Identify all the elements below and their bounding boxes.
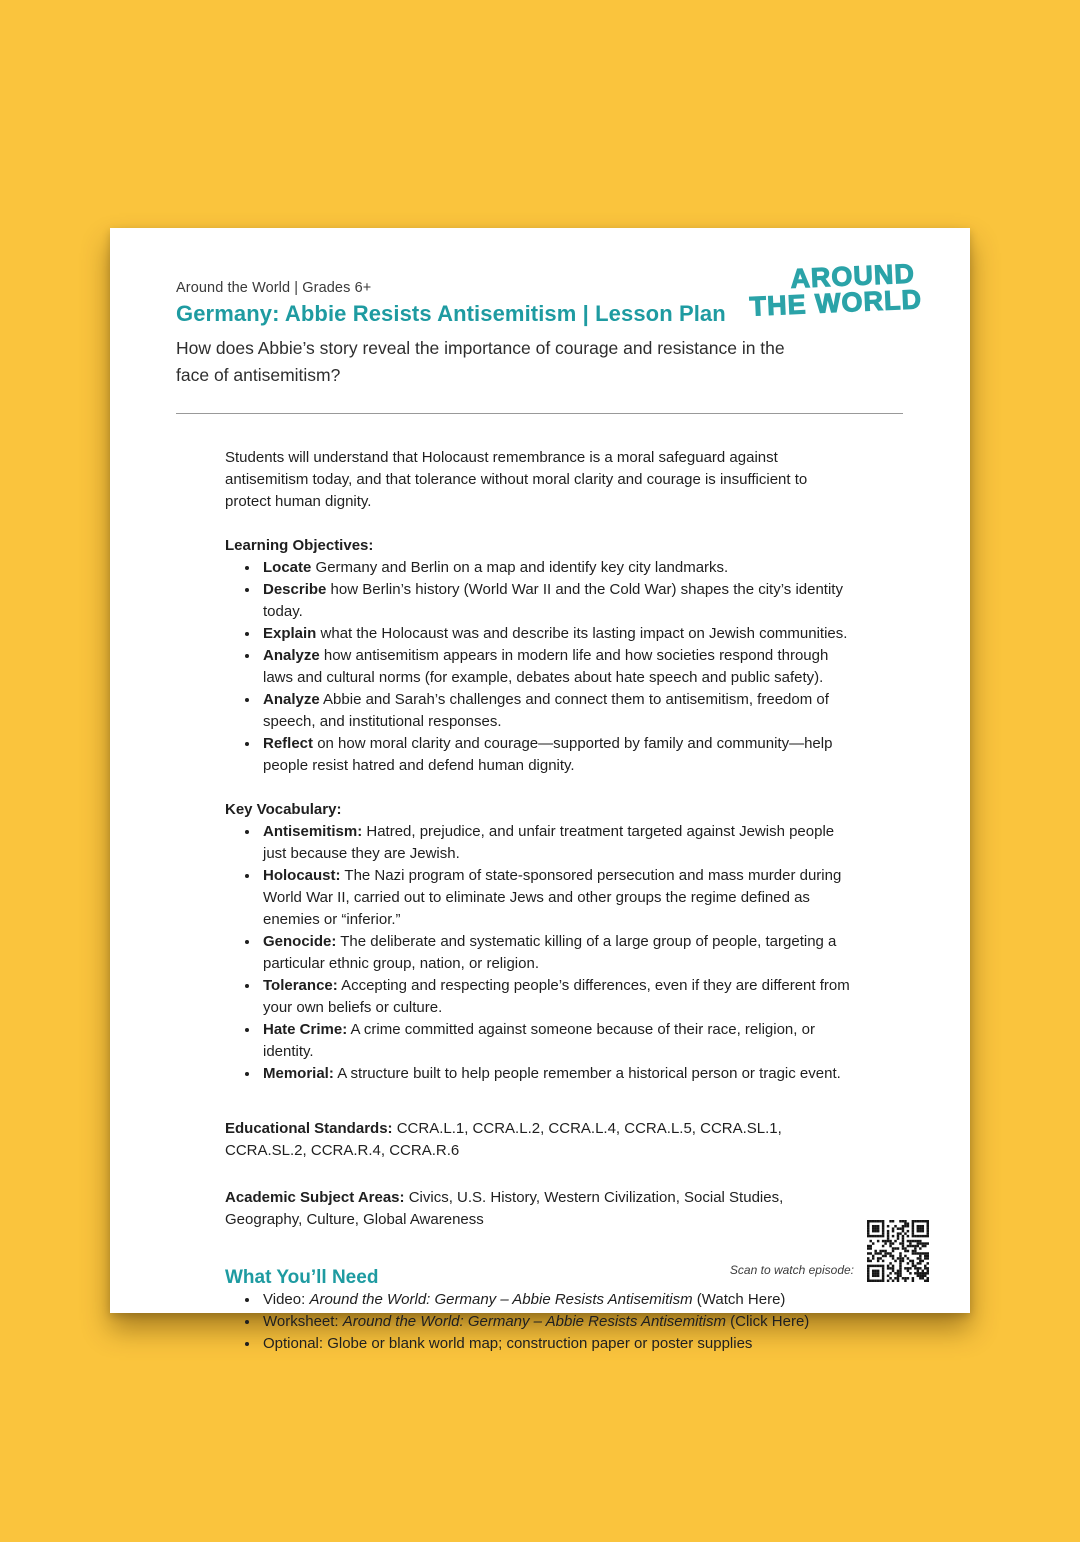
key-vocabulary-heading: Key Vocabulary: [225,801,342,819]
educational-standards-codes: CCRA.L.1, CCRA.L.2, CCRA.L.4, CCRA.L.5, CCRA.SL.1, CCRA.SL.2, CCRA.R.4, CCRA.R.6 [225,1120,782,1160]
objective-term: Explain [263,625,317,643]
vocab-term: Hate Crime: [263,1021,348,1039]
item-title: Around the World: Germany – Abbie Resists Antisemitism [309,1291,693,1309]
objective-term: Analyze [263,647,320,665]
educational-standards [225,1118,853,1162]
learning-objectives-list [225,557,853,777]
key-vocabulary-list [225,821,853,1085]
key-vocabulary-section [225,799,853,1085]
academic-subject-areas-text: Civics, U.S. History, Western Civilization, Social Studies, Geography, Culture, Global Awareness [225,1189,784,1229]
learning-objectives-section [225,535,853,777]
qr-code [867,1220,929,1282]
list-item [260,1311,853,1333]
list-item [260,865,853,931]
essential-question: How does Abbie’s story reveal the importance of courage and resistance in the face of antisemitism? [176,338,785,386]
list-item [260,975,853,1019]
objective-term: Locate [263,559,312,577]
item-prefix: Optional: Globe or blank world map; construction paper or poster supplies [263,1335,753,1353]
page-header [176,258,923,389]
list-item [260,733,853,777]
vocab-definition: Accepting and respecting people’s differences, even if they are different from your own beliefs or culture. [263,977,850,1017]
vocab-definition: A crime committed against someone because of their race, religion, or identity. [263,1021,815,1061]
objective-term: Reflect [263,735,314,753]
list-item [260,1333,853,1355]
page-title: Germany: Abbie Resists Antisemitism | Lesson Plan [176,301,726,326]
list-item [260,931,853,975]
around-the-world-logo [747,258,923,323]
vocab-term: Memorial: [263,1065,334,1083]
intro-paragraph: Students will understand that Holocaust remembrance is a moral safeguard against antisemitism today, and that tolerance without moral clarity and courage is insufficient to protect human dignity. [225,449,808,511]
objective-text: on how moral clarity and courage—supported by family and community—help people resist hatred and defend human dignity. [263,735,833,775]
list-item [260,1063,853,1085]
vocab-definition: The deliberate and systematic killing of a large group of people, targeting a particular ethnic group, nation, or religion. [263,933,837,973]
eyebrow-text: Around the World | Grades 6+ [176,280,372,296]
list-item [260,645,853,689]
vocab-definition: The Nazi program of state-sponsored persecution and mass murder during World War II, carried out to eliminate Jews and other groups the regime defined as enemies or “inferior.” [263,867,842,929]
item-prefix: Worksheet: [263,1313,343,1331]
what-youll-need-list [225,1289,853,1355]
vocab-definition: Hatred, prejudice, and unfair treatment targeted against Jewish people just because they are Jewish. [263,823,835,863]
objective-text: Germany and Berlin on a map and identify key city landmarks. [311,559,729,577]
objective-text: Abbie and Sarah’s challenges and connect them to antisemitism, freedom of speech, and institutional responses. [263,691,829,731]
divider [176,413,903,414]
logo-line-1: AROUND [789,258,915,294]
watch-here-link[interactable]: (Watch Here) [692,1291,786,1309]
qr-caption: Scan to watch episode: [729,1263,854,1277]
academic-subject-areas-label: Academic Subject Areas: [225,1189,405,1207]
objective-text: how Berlin’s history (World War II and the Cold War) shapes the city’s identity today. [263,581,843,621]
vocab-definition: A structure built to help people remember a historical person or tragic event. [333,1065,841,1083]
item-prefix: Video: [263,1291,310,1309]
vocab-term: Antisemitism: [263,823,363,841]
list-item [260,821,853,865]
item-title: Around the World: Germany – Abbie Resists Antisemitism [342,1313,726,1331]
objective-term: Analyze [263,691,320,709]
objective-text: what the Holocaust was and describe its lasting impact on Jewish communities. [316,625,848,643]
list-item [260,1019,853,1063]
list-item [260,557,853,579]
logo-line-2: THE WORLD [748,284,923,323]
what-youll-need-heading: What You’ll Need [225,1267,379,1289]
vocab-term: Genocide: [263,933,337,951]
list-item [260,1289,853,1311]
vocab-term: Tolerance: [263,977,338,995]
objective-term: Describe [263,581,327,599]
click-here-link[interactable]: (Click Here) [725,1313,810,1331]
page-footer [730,1220,929,1282]
objective-text: how antisemitism appears in modern life and how societies respond through laws and cultural norms (for example, debates about hate speech and public safety). [263,647,829,687]
learning-objectives-heading: Learning Objectives: [225,537,374,555]
list-item [260,689,853,733]
lesson-plan-page [110,228,970,1353]
list-item [260,579,853,623]
educational-standards-label: Educational Standards: [225,1120,393,1138]
vocab-term: Holocaust: [263,867,341,885]
list-item [260,623,853,645]
